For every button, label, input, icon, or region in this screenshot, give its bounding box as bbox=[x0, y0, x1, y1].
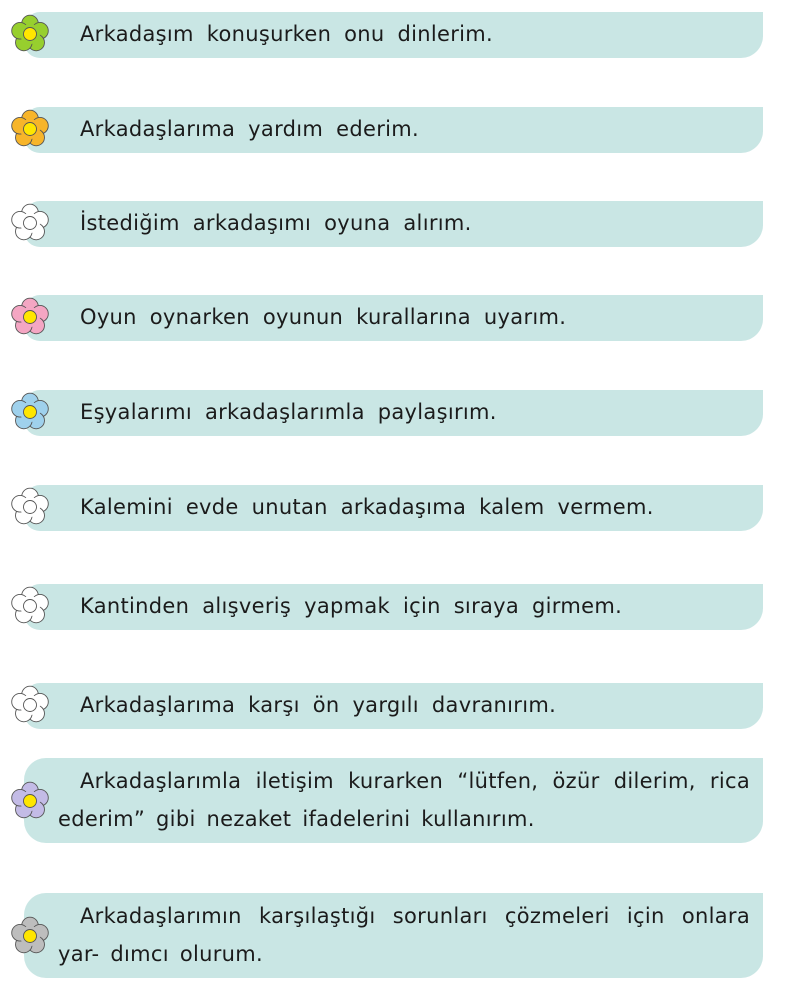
statement-row bbox=[0, 12, 786, 58]
flower-icon[interactable] bbox=[8, 914, 52, 958]
flower-icon[interactable] bbox=[8, 683, 52, 727]
statement-row bbox=[0, 107, 786, 153]
flower-icon[interactable] bbox=[8, 201, 52, 245]
statement-text: Arkadaşlarımla iletişim kurarken “lütfen, özür dilerim, rica ederim” gibi nezaket ifadelerini kullanırım. bbox=[58, 769, 750, 831]
statement-text: Arkadaşlarıma karşı ön yargılı davranırım. bbox=[80, 693, 557, 717]
statement-row bbox=[0, 893, 786, 978]
flower-icon[interactable] bbox=[8, 107, 52, 151]
flower-icon[interactable] bbox=[8, 12, 52, 56]
statement-row bbox=[0, 485, 786, 531]
statement-text: Arkadaşlarımın karşılaştığı sorunları çözmeleri için onlara yar- dımcı olurum. bbox=[58, 904, 750, 966]
flower-icon[interactable] bbox=[8, 485, 52, 529]
statement-text: Oyun oynarken oyunun kurallarına uyarım. bbox=[80, 305, 567, 329]
statement-row bbox=[0, 758, 786, 843]
statement-text: İstediğim arkadaşımı oyuna alırım. bbox=[80, 211, 472, 235]
statement-text: Kalemini evde unutan arkadaşıma kalem vermem. bbox=[80, 495, 654, 519]
statement-row bbox=[0, 584, 786, 630]
statement-row bbox=[0, 295, 786, 341]
flower-icon[interactable] bbox=[8, 779, 52, 823]
statement-text: Arkadaşım konuşurken onu dinlerim. bbox=[80, 22, 494, 46]
statement-text: Arkadaşlarıma yardım ederim. bbox=[80, 117, 419, 141]
statement-text: Eşyalarımı arkadaşlarımla paylaşırım. bbox=[80, 400, 497, 424]
flower-icon[interactable] bbox=[8, 584, 52, 628]
statement-text: Kantinden alışveriş yapmak için sıraya girmem. bbox=[80, 594, 623, 618]
flower-icon[interactable] bbox=[8, 390, 52, 434]
flower-icon[interactable] bbox=[8, 295, 52, 339]
statement-row bbox=[0, 683, 786, 729]
statement-row bbox=[0, 390, 786, 436]
statement-row bbox=[0, 201, 786, 247]
